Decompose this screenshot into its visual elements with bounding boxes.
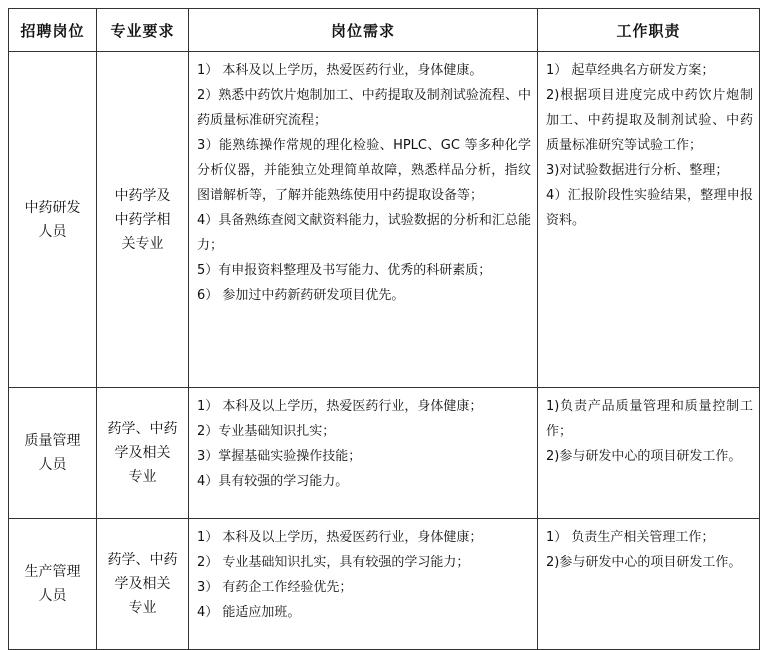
- table-row: [9, 52, 760, 388]
- requirement-item: 4）具备熟练查阅文献资料能力，试验数据的分析和汇总能力；: [197, 213, 531, 253]
- position-cell: [9, 388, 97, 519]
- requirements-cell: [189, 52, 538, 388]
- position-line: 质量管理: [24, 433, 81, 449]
- duties-cell: [538, 388, 760, 519]
- requirement-item: 3） 有药企工作经验优先；: [197, 580, 353, 595]
- recruitment-table: [8, 8, 760, 650]
- duties-cell: [538, 519, 760, 650]
- duty-item: 1） 负责生产相关管理工作；: [546, 530, 715, 545]
- major-line: 中药学相: [114, 211, 171, 228]
- major-line: 关专业: [121, 235, 164, 252]
- position-line: 生产管理: [24, 564, 81, 580]
- duties-cell: [538, 52, 760, 388]
- position-cell: [9, 52, 97, 388]
- major-line: 药学、中药: [107, 552, 178, 568]
- header-position: 招聘岗位: [9, 9, 97, 52]
- duty-item: 2)根据项目进度完成中药饮片炮制加工、中药提取及制剂试验、中药质量标准研究等试验工作；: [546, 88, 753, 153]
- position-line: 人员: [38, 588, 67, 604]
- major-line: 药学、中药: [107, 421, 178, 437]
- position-cell: [9, 519, 97, 650]
- major-cell: [97, 519, 189, 650]
- position-line: 中药研发: [24, 199, 81, 216]
- position-line: 人员: [38, 223, 67, 240]
- major-line: 学及相关: [114, 445, 171, 461]
- major-cell: [97, 388, 189, 519]
- duty-item: 3)对试验数据进行分析、整理；: [546, 163, 729, 178]
- requirements-cell: [189, 519, 538, 650]
- requirement-item: 3）能熟练操作常规的理化检验、HPLC、GC 等多种化学分析仪器，并能独立处理简单故障，熟悉样品分析，指纹图谱解析等，了解并能熟练使用中药提取设备等；: [197, 138, 531, 203]
- requirement-item: 1） 本科及以上学历，热爱医药行业，身体健康；: [197, 399, 483, 414]
- duty-item: 4）汇报阶段性实验结果，整理申报资料。: [546, 188, 753, 228]
- requirement-item: 1） 本科及以上学历，热爱医药行业，身体健康。: [197, 63, 483, 78]
- requirement-item: 3）掌握基础实验操作技能；: [197, 449, 362, 464]
- requirement-item: 2）熟悉中药饮片炮制加工、中药提取及制剂试验流程、中药质量标准研究流程；: [197, 88, 531, 128]
- requirement-item: 6） 参加过中药新药研发项目优先。: [197, 288, 405, 303]
- duty-item: 1)负责产品质量管理和质量控制工作；: [546, 399, 753, 439]
- requirement-item: 1） 本科及以上学历，热爱医药行业，身体健康；: [197, 530, 483, 545]
- requirement-item: 2）专业基础知识扎实；: [197, 424, 336, 439]
- requirement-item: 4）具有较强的学习能力。: [197, 474, 349, 489]
- duty-item: 2)参与研发中心的项目研发工作。: [546, 449, 742, 464]
- duty-item: 2)参与研发中心的项目研发工作。: [546, 555, 742, 570]
- major-line: 专业: [128, 600, 157, 616]
- major-line: 专业: [128, 469, 157, 485]
- header-major: 专业要求: [97, 9, 189, 52]
- position-line: 人员: [38, 457, 67, 473]
- major-cell: [97, 52, 189, 388]
- major-line: 中药学及: [114, 187, 171, 204]
- requirements-cell: [189, 388, 538, 519]
- requirement-item: 5）有申报资料整理及书写能力、优秀的科研素质；: [197, 263, 492, 278]
- header-duties: 工作职责: [538, 9, 760, 52]
- requirement-item: 2） 专业基础知识扎实，具有较强的学习能力；: [197, 555, 470, 570]
- table-row: [9, 519, 760, 650]
- table-row: [9, 388, 760, 519]
- major-line: 学及相关: [114, 576, 171, 592]
- duty-item: 1） 起草经典名方研发方案；: [546, 63, 715, 78]
- header-row: [9, 9, 760, 52]
- header-requirements: 岗位需求: [189, 9, 538, 52]
- requirement-item: 4） 能适应加班。: [197, 605, 301, 620]
